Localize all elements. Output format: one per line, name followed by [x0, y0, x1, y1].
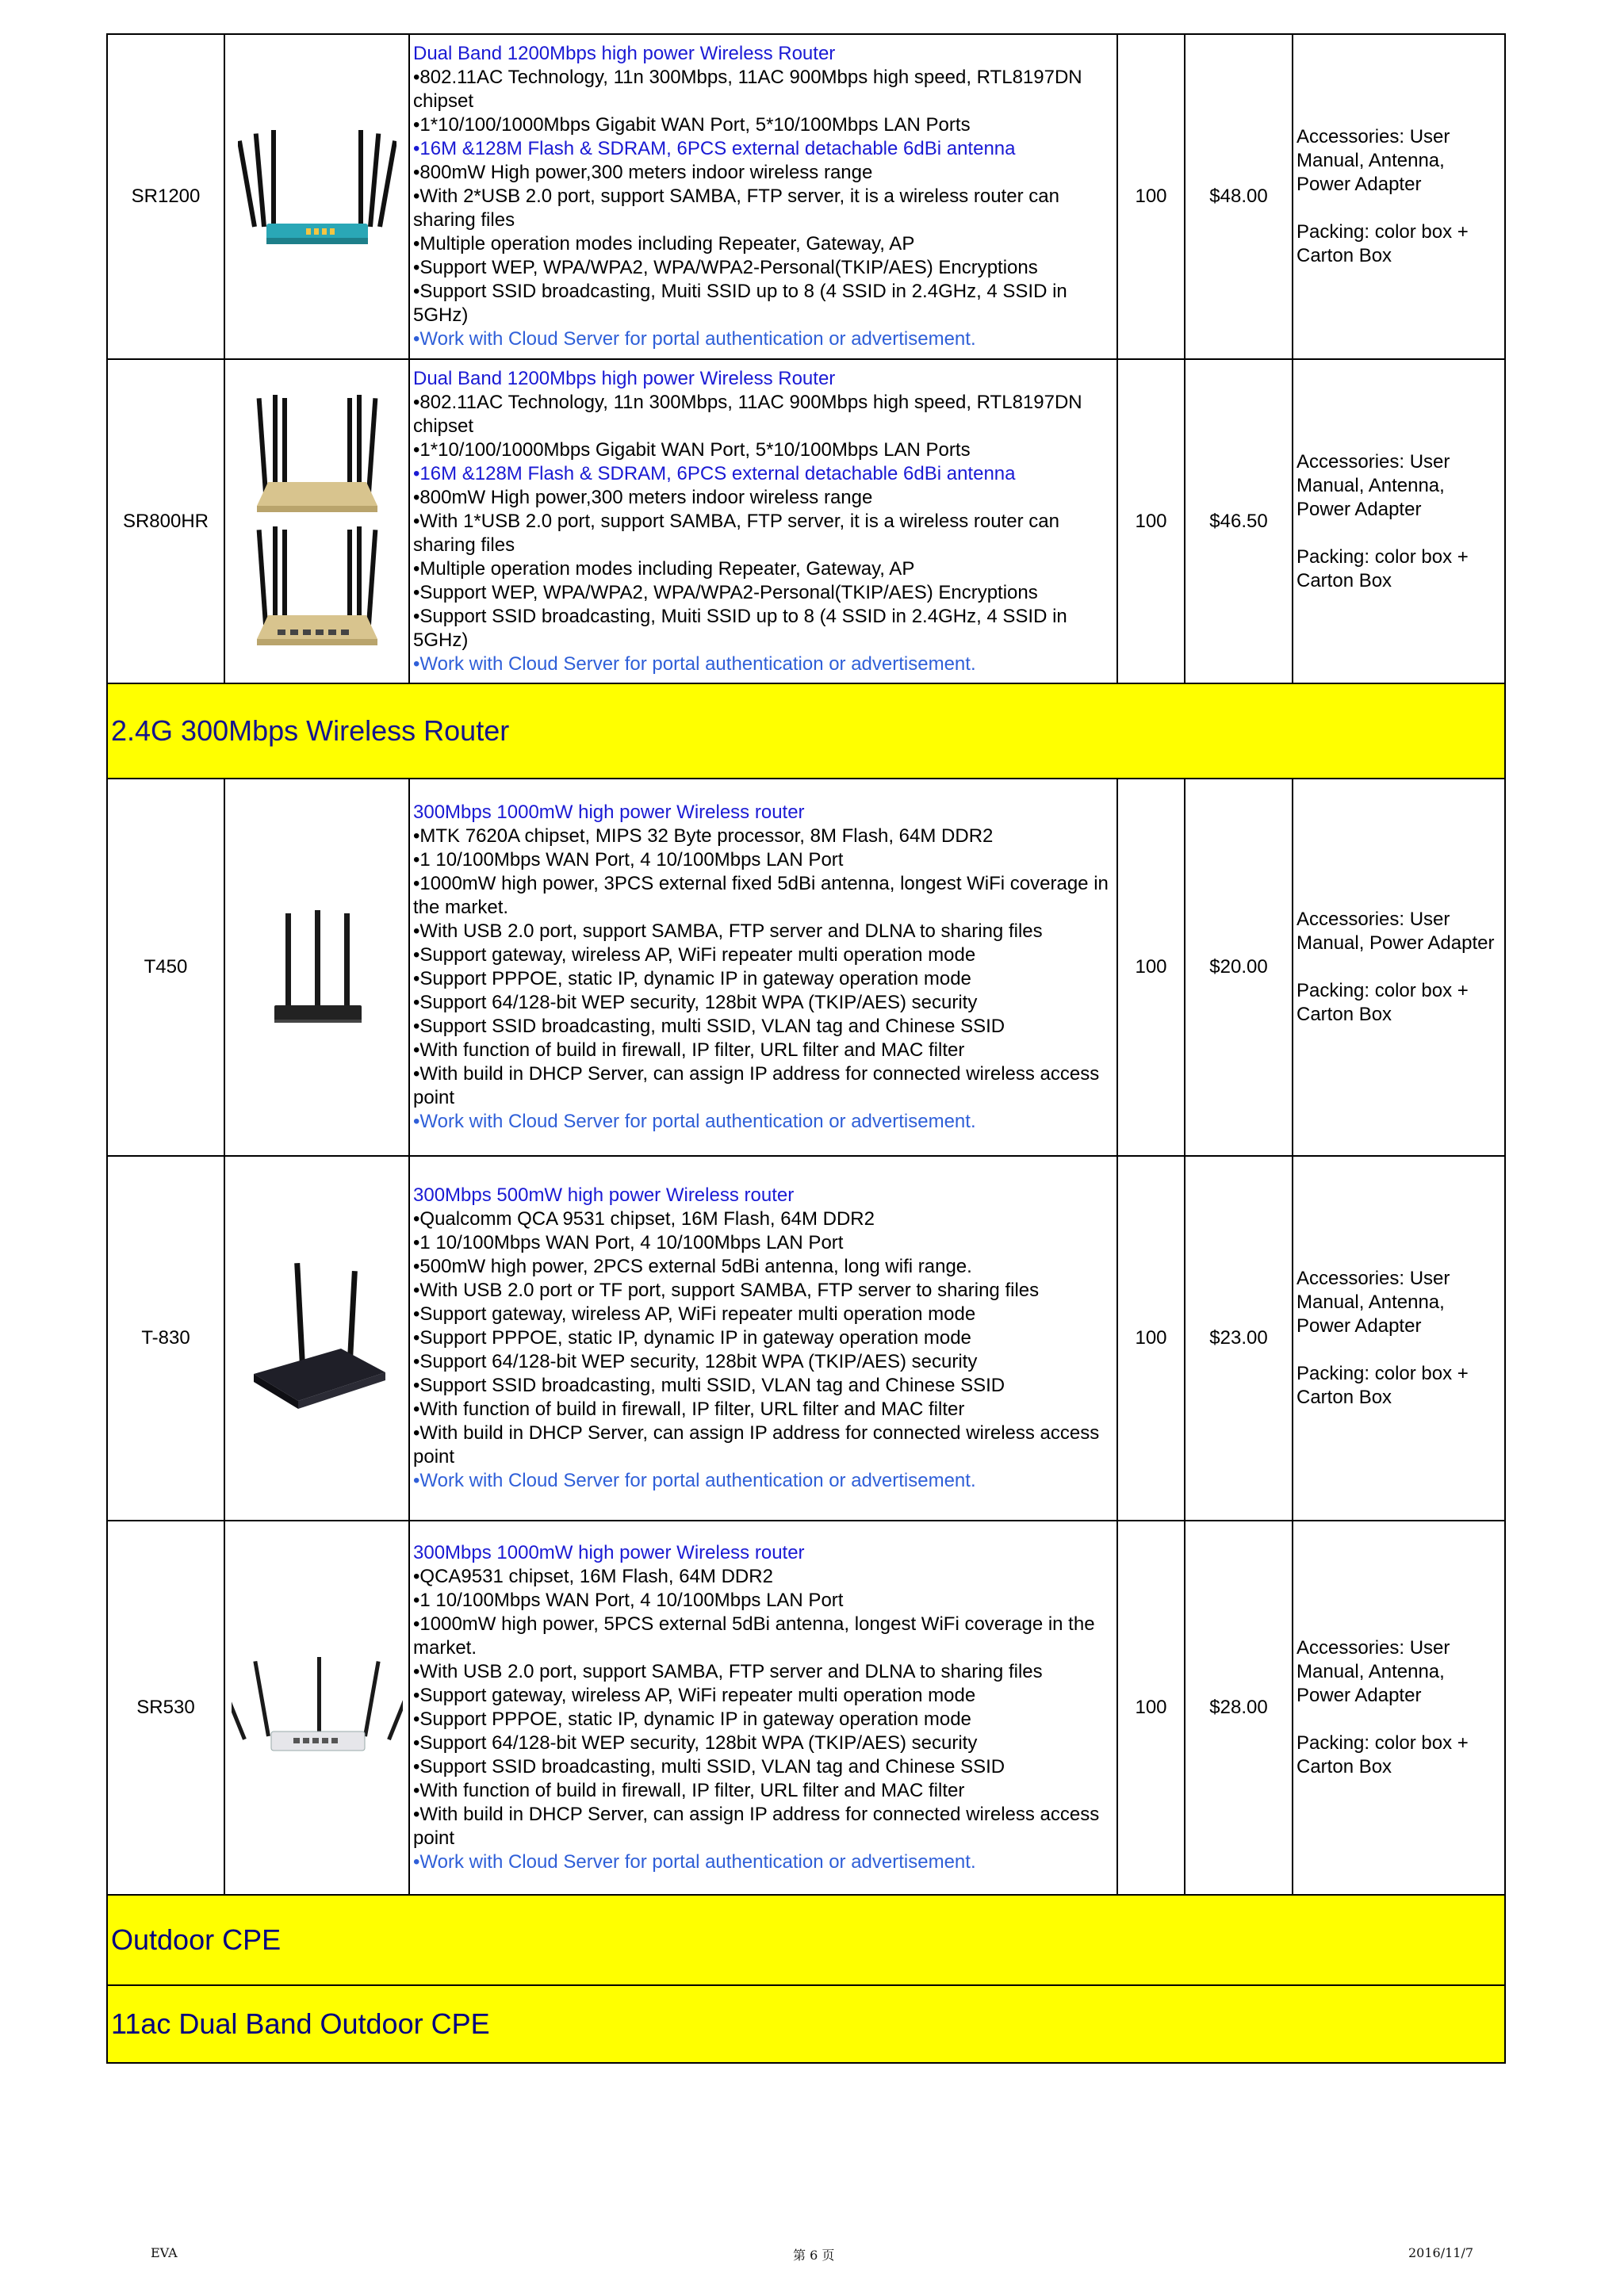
desc-line: •Work with Cloud Server for portal authentication or advertisement.: [413, 1470, 976, 1491]
description-cell: [409, 34, 1117, 359]
accessories-text: Accessories: User Manual, Antenna, Power Adapter: [1297, 450, 1450, 520]
router-t830-icon: [246, 1255, 389, 1422]
product-image-cell: [224, 1156, 409, 1521]
packing-text: Packing: color box + Carton Box: [1297, 980, 1469, 1025]
desc-line: •With 2*USB 2.0 port, support SAMBA, FTP server, it is a wireless router can sharing files: [413, 186, 1059, 231]
product-row: [107, 1156, 1505, 1521]
desc-line: •Work with Cloud Server for portal authentication or advertisement.: [413, 328, 976, 350]
desc-line: 300Mbps 500mW high power Wireless router: [413, 1184, 795, 1206]
product-row: [107, 359, 1505, 683]
desc-line: •Support PPPOE, static IP, dynamic IP in gateway operation mode: [413, 1327, 971, 1349]
desc-line: •1 10/100Mbps WAN Port, 4 10/100Mbps LAN Port: [413, 1590, 844, 1611]
desc-line: •Support 64/128-bit WEP security, 128bit WPA (TKIP/AES) security: [413, 1732, 978, 1754]
desc-line: •1 10/100Mbps WAN Port, 4 10/100Mbps LAN Port: [413, 1232, 844, 1253]
footer-page-number: 第 6 页: [793, 2248, 835, 2263]
price-cell: $28.00: [1185, 1521, 1293, 1895]
desc-line: •16M &128M Flash & SDRAM, 6PCS external detachable 6dBi antenna: [413, 462, 1016, 484]
price-cell: $20.00: [1185, 779, 1293, 1156]
accessories-text: Accessories: User Manual, Antenna, Power Adapter: [1297, 126, 1450, 195]
desc-line: •Support gateway, wireless AP, WiFi repeater multi operation mode: [413, 1303, 976, 1325]
desc-line: •With USB 2.0 port or TF port, support SAMBA, FTP server to sharing files: [413, 1280, 1040, 1301]
product-image-cell: [224, 779, 409, 1156]
desc-line: •With USB 2.0 port, support SAMBA, FTP server and DLNA to sharing files: [413, 920, 1043, 942]
desc-line: Dual Band 1200Mbps high power Wireless Router: [413, 43, 836, 64]
desc-line: •With function of build in firewall, IP filter, URL filter and MAC filter: [413, 1780, 965, 1801]
router-sr800hr-icon: [246, 387, 389, 656]
desc-line: •Support SSID broadcasting, Muiti SSID up to 8 (4 SSID in 2.4GHz, 4 SSID in 5GHz): [413, 281, 1067, 326]
desc-line: •Qualcomm QCA 9531 chipset, 16M Flash, 64M DDR2: [413, 1208, 875, 1230]
desc-line: •With 1*USB 2.0 port, support SAMBA, FTP server, it is a wireless router can sharing files: [413, 510, 1059, 556]
product-image-cell: [224, 359, 409, 683]
packing-text: Packing: color box + Carton Box: [1297, 1732, 1469, 1777]
desc-line: •Support SSID broadcasting, multi SSID, VLAN tag and Chinese SSID: [413, 1756, 1005, 1777]
moq-cell: 100: [1117, 1521, 1185, 1895]
desc-line: •With build in DHCP Server, can assign IP address for connected wireless access point: [413, 1063, 1100, 1108]
packing-text: Packing: color box + Carton Box: [1297, 1363, 1469, 1408]
desc-line: •With function of build in firewall, IP filter, URL filter and MAC filter: [413, 1039, 965, 1061]
section-title: Outdoor CPE: [107, 1895, 1505, 1985]
desc-line: •Support SSID broadcasting, multi SSID, VLAN tag and Chinese SSID: [413, 1375, 1005, 1396]
desc-line: 300Mbps 1000mW high power Wireless router: [413, 1542, 805, 1563]
desc-line: •QCA9531 chipset, 16M Flash, 64M DDR2: [413, 1566, 773, 1587]
section-title: 11ac Dual Band Outdoor CPE: [107, 1985, 1505, 2063]
accessories-text: Accessories: User Manual, Antenna, Power Adapter: [1297, 1268, 1450, 1337]
description-cell: [409, 779, 1117, 1156]
moq-cell: 100: [1117, 779, 1185, 1156]
product-image-cell: [224, 1521, 409, 1895]
packing-text: Packing: color box + Carton Box: [1297, 545, 1469, 591]
section-title: 2.4G 300Mbps Wireless Router: [107, 683, 1505, 779]
desc-line: •500mW high power, 2PCS external 5dBi antenna, long wifi range.: [413, 1256, 972, 1277]
desc-line: Dual Band 1200Mbps high power Wireless Router: [413, 367, 836, 389]
packing-text: Packing: color box + Carton Box: [1297, 221, 1469, 266]
router-sr1200-icon: [238, 125, 396, 268]
desc-line: •Support SSID broadcasting, multi SSID, VLAN tag and Chinese SSID: [413, 1016, 1005, 1037]
desc-line: •Support SSID broadcasting, Muiti SSID up to 8 (4 SSID in 2.4GHz, 4 SSID in 5GHz): [413, 605, 1067, 651]
moq-cell: 100: [1117, 34, 1185, 359]
desc-line: •16M &128M Flash & SDRAM, 6PCS external detachable 6dBi antenna: [413, 138, 1016, 159]
accessories-cell: [1293, 359, 1505, 683]
accessories-text: Accessories: User Manual, Power Adapter: [1297, 909, 1495, 954]
section-header-2g-router: [107, 683, 1505, 779]
desc-line: •Work with Cloud Server for portal authentication or advertisement.: [413, 1851, 976, 1873]
price-cell: $46.50: [1185, 359, 1293, 683]
desc-line: •Support gateway, wireless AP, WiFi repeater multi operation mode: [413, 1685, 976, 1706]
footer-date: 2016/11/7: [1408, 2245, 1474, 2260]
desc-line: •Support 64/128-bit WEP security, 128bit WPA (TKIP/AES) security: [413, 992, 978, 1013]
desc-line: •Support 64/128-bit WEP security, 128bit WPA (TKIP/AES) security: [413, 1351, 978, 1372]
desc-line: •1 10/100Mbps WAN Port, 4 10/100Mbps LAN Port: [413, 849, 844, 871]
desc-line: •800mW High power,300 meters indoor wireless range: [413, 486, 873, 508]
desc-line: •MTK 7620A chipset, MIPS 32 Byte processor, 8M Flash, 64M DDR2: [413, 825, 994, 847]
desc-line: •Support WEP, WPA/WPA2, WPA/WPA2-Personal(TKIP/AES) Encryptions: [413, 257, 1038, 278]
desc-line: •With function of build in firewall, IP filter, URL filter and MAC filter: [413, 1399, 965, 1420]
desc-line: •Work with Cloud Server for portal authentication or advertisement.: [413, 1111, 976, 1132]
desc-line: •802.11AC Technology, 11n 300Mbps, 11AC 900Mbps high speed, RTL8197DN chipset: [413, 67, 1082, 112]
router-sr530-icon: [232, 1652, 403, 1763]
model-cell: SR530: [107, 1521, 224, 1895]
desc-line: •Multiple operation modes including Repeater, Gateway, AP: [413, 557, 915, 580]
model-cell: T450: [107, 779, 224, 1156]
product-image-cell: [224, 34, 409, 359]
moq-cell: 100: [1117, 359, 1185, 683]
accessories-cell: [1293, 779, 1505, 1156]
section-header-outdoor-cpe: [107, 1895, 1505, 1985]
desc-line: •With USB 2.0 port, support SAMBA, FTP server and DLNA to sharing files: [413, 1661, 1043, 1682]
desc-line: •Work with Cloud Server for portal authentication or advertisement.: [413, 652, 976, 675]
price-cell: $23.00: [1185, 1156, 1293, 1521]
product-row: [107, 779, 1505, 1156]
desc-line: •Support PPPOE, static IP, dynamic IP in gateway operation mode: [413, 968, 971, 989]
accessories-cell: [1293, 34, 1505, 359]
desc-line: •With build in DHCP Server, can assign IP address for connected wireless access point: [413, 1422, 1100, 1468]
desc-line: •802.11AC Technology, 11n 300Mbps, 11AC 900Mbps high speed, RTL8197DN chipset: [413, 391, 1082, 437]
footer-author: EVA: [151, 2245, 178, 2260]
accessories-cell: [1293, 1156, 1505, 1521]
desc-line: •1000mW high power, 3PCS external fixed 5dBi antenna, longest WiFi coverage in the market.: [413, 873, 1109, 918]
desc-line: •Support PPPOE, static IP, dynamic IP in gateway operation mode: [413, 1709, 971, 1730]
description-cell: [409, 1521, 1117, 1895]
description-cell: [409, 1156, 1117, 1521]
desc-line: •Support gateway, wireless AP, WiFi repeater multi operation mode: [413, 944, 976, 966]
desc-line: •Multiple operation modes including Repeater, Gateway, AP: [413, 233, 915, 254]
model-cell: SR800HR: [107, 359, 224, 683]
router-t450-icon: [254, 904, 381, 1031]
desc-line: •With build in DHCP Server, can assign IP address for connected wireless access point: [413, 1804, 1100, 1849]
product-row: [107, 1521, 1505, 1895]
desc-line: •800mW High power,300 meters indoor wireless range: [413, 162, 873, 183]
desc-line: •1000mW high power, 5PCS external 5dBi antenna, longest WiFi coverage in the market.: [413, 1613, 1095, 1659]
price-list-table: [106, 33, 1506, 2064]
model-cell: T-830: [107, 1156, 224, 1521]
moq-cell: 100: [1117, 1156, 1185, 1521]
description-cell: [409, 359, 1117, 683]
price-cell: $48.00: [1185, 34, 1293, 359]
desc-line: 300Mbps 1000mW high power Wireless router: [413, 802, 805, 823]
desc-line: •1*10/100/1000Mbps Gigabit WAN Port, 5*10/100Mbps LAN Ports: [413, 114, 971, 136]
accessories-cell: [1293, 1521, 1505, 1895]
product-row: [107, 34, 1505, 359]
desc-line: •Support WEP, WPA/WPA2, WPA/WPA2-Personal(TKIP/AES) Encryptions: [413, 581, 1038, 603]
accessories-text: Accessories: User Manual, Antenna, Power Adapter: [1297, 1637, 1450, 1706]
desc-line: •1*10/100/1000Mbps Gigabit WAN Port, 5*10/100Mbps LAN Ports: [413, 438, 971, 461]
section-header-11ac-outdoor-cpe: [107, 1985, 1505, 2063]
model-cell: SR1200: [107, 34, 224, 359]
